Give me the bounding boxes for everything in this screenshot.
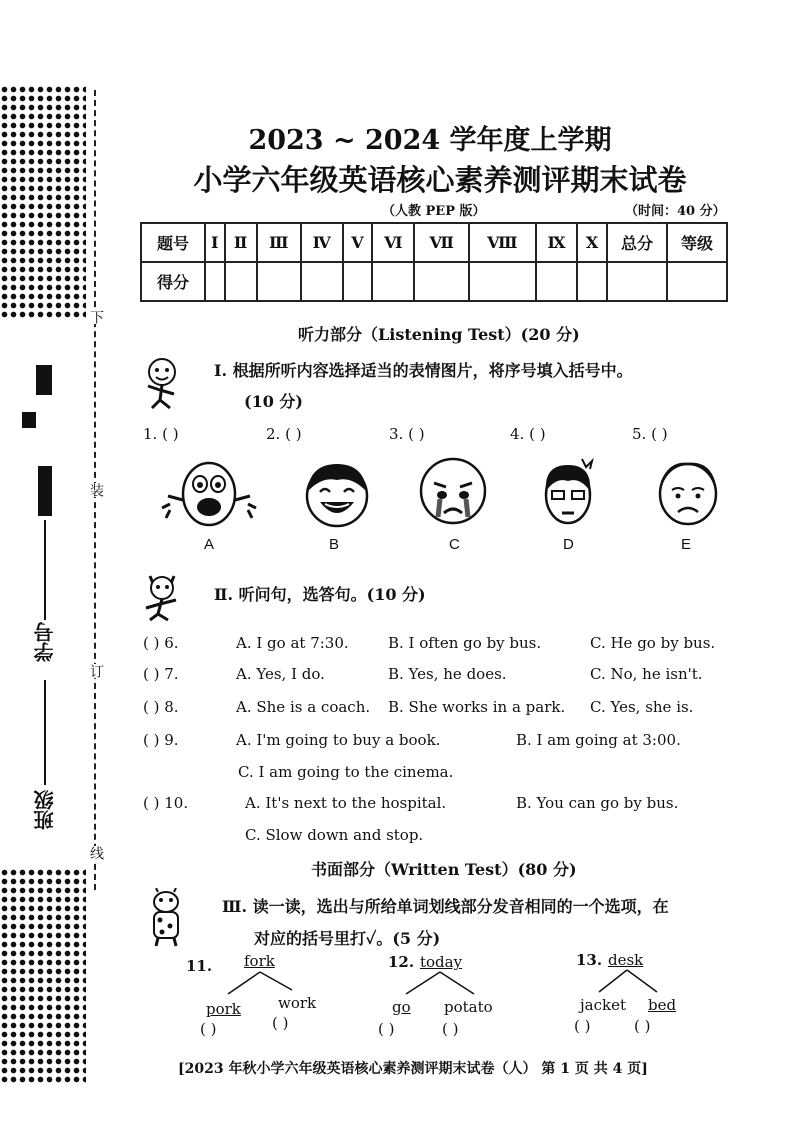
face-label-b: B <box>329 536 340 553</box>
written-heading: 书面部分（Written Test）(80 分) <box>311 860 577 879</box>
scan-mark <box>22 412 36 428</box>
q13-blank-1[interactable]: ( ) <box>574 1017 591 1035</box>
laughing-face-icon <box>292 458 382 528</box>
q9-option-b: B. I am going at 3:00. <box>516 731 681 749</box>
cat-cartoon-icon <box>140 570 186 622</box>
answer-blank-4[interactable]: 4. ( ) <box>510 425 546 443</box>
part2-title: Ⅱ. 听问句，选答句。(10 分) <box>214 585 426 604</box>
score-cell: Ⅷ <box>469 223 536 262</box>
binding-char-zhuang: 装 <box>88 483 104 497</box>
score-table-row-score <box>141 262 727 301</box>
title-line-2: 小学六年级英语核心素养测评期末试卷 <box>193 163 687 197</box>
q6-number[interactable]: ( ) 6. <box>143 634 179 652</box>
q9-option-a: A. I'm going to buy a book. <box>236 731 441 749</box>
q13-option-1: jacket <box>580 996 626 1014</box>
q10-option-a: A. It's next to the hospital. <box>245 794 447 812</box>
time-label: （时间：40 分） <box>625 204 726 219</box>
dotted-border-bottom <box>0 868 86 1083</box>
title-line-1: 2023 ~ 2024 学年度上学期 <box>248 125 612 156</box>
score-cell: Ⅲ <box>257 223 301 262</box>
score-label: 得分 <box>141 262 205 301</box>
score-input-cell[interactable] <box>577 262 607 301</box>
xuehao-label: 学号 <box>33 622 57 662</box>
score-input-cell[interactable] <box>225 262 257 301</box>
q6-option-c: C. He go by bus. <box>590 634 716 652</box>
answer-blank-1[interactable]: 1. ( ) <box>143 425 179 443</box>
q8-option-c: C. Yes, she is. <box>590 698 694 716</box>
q13-blank-2[interactable]: ( ) <box>634 1017 651 1035</box>
scan-mark <box>38 466 52 516</box>
score-cell: 题号 <box>141 223 205 262</box>
score-cell: Ⅱ <box>225 223 257 262</box>
q12-word: today <box>420 953 463 971</box>
score-input-cell[interactable] <box>205 262 225 301</box>
q13-branch-lines <box>585 968 675 996</box>
score-cell: Ⅸ <box>536 223 577 262</box>
q13-number: 13. <box>576 951 603 969</box>
q7-option-a: A. Yes, I do. <box>236 665 325 683</box>
q6-option-b: B. I often go by bus. <box>388 634 542 652</box>
q12-number: 12. <box>388 953 415 971</box>
q7-option-b: B. Yes, he does. <box>388 665 507 683</box>
score-table-row-header <box>141 223 727 262</box>
score-input-cell[interactable] <box>536 262 577 301</box>
score-input-cell[interactable] <box>469 262 536 301</box>
q6-option-a: A. I go at 7:30. <box>236 634 349 652</box>
q9-option-c: C. I am going to the cinema. <box>238 763 454 781</box>
q7-number[interactable]: ( ) 7. <box>143 665 179 683</box>
score-cell: 等级 <box>667 223 727 262</box>
q12-blank-1[interactable]: ( ) <box>378 1020 395 1038</box>
score-cell: 总分 <box>607 223 667 262</box>
xuehao-line <box>44 520 46 620</box>
score-cell: Ⅶ <box>414 223 469 262</box>
q12-branch-lines <box>400 970 490 998</box>
q11-number: 11. <box>186 957 213 975</box>
angry-face-icon <box>538 455 598 527</box>
face-label-e: E <box>681 536 692 553</box>
face-label-c: C <box>449 536 460 553</box>
score-input-cell[interactable] <box>343 262 373 301</box>
q11-option-2: work <box>278 994 317 1012</box>
scan-mark <box>36 365 52 395</box>
binding-char-xia: 下 <box>88 310 104 324</box>
q7-option-c: C. No, he isn't. <box>590 665 703 683</box>
q9-number[interactable]: ( ) 9. <box>143 731 179 749</box>
score-cell: Ⅹ <box>577 223 607 262</box>
banji-label: 班级 <box>33 790 57 830</box>
score-cell: Ⅰ <box>205 223 225 262</box>
q10-option-c: C. Slow down and stop. <box>245 826 424 844</box>
q12-blank-2[interactable]: ( ) <box>442 1020 459 1038</box>
binding-char-xian: 线 <box>88 846 104 860</box>
binding-char-ding: 订 <box>88 664 104 678</box>
q10-number[interactable]: ( ) 10. <box>143 794 189 812</box>
edition-label: （人教 PEP 版） <box>382 204 486 219</box>
part1-title: Ⅰ. 根据所听内容选择适当的表情图片，将序号填入括号中。 <box>214 361 633 380</box>
part3-title-line1: Ⅲ. 读一读，选出与所给单词划线部分发音相同的一个选项，在 <box>222 897 669 916</box>
q8-option-b: B. She works in a park. <box>388 698 566 716</box>
dotted-border-top <box>0 85 86 320</box>
sad-face-icon <box>650 458 726 526</box>
face-label-d: D <box>563 536 574 553</box>
page-footer: [2023 年秋小学六年级英语核心素养测评期末试卷（人） 第 1 页 共 4 页] <box>178 1061 648 1077</box>
q10-option-b: B. You can go by bus. <box>516 794 679 812</box>
crying-face-icon <box>412 455 494 527</box>
part3-title-line2: 对应的括号里打✓。(5 分) <box>254 929 441 948</box>
q11-blank-2[interactable]: ( ) <box>272 1014 289 1032</box>
score-input-cell[interactable] <box>257 262 301 301</box>
q11-blank-1[interactable]: ( ) <box>200 1020 217 1038</box>
q13-option-2: bed <box>648 996 677 1014</box>
score-input-cell[interactable] <box>607 262 667 301</box>
score-input-cell[interactable] <box>414 262 469 301</box>
banji-line <box>44 680 46 785</box>
giraffe-cartoon-icon <box>144 888 188 948</box>
q8-number[interactable]: ( ) 8. <box>143 698 179 716</box>
scared-face-icon <box>158 460 260 528</box>
q12-option-2: potato <box>444 998 493 1016</box>
q11-word: fork <box>244 952 275 970</box>
part1-points: (10 分) <box>244 392 303 411</box>
face-label-a: A <box>204 536 215 553</box>
q11-option-1: pork <box>206 1000 241 1018</box>
answer-blank-2[interactable]: 2. ( ) <box>266 425 302 443</box>
monkey-cartoon-icon <box>140 356 184 412</box>
answer-blank-3[interactable]: 3. ( ) <box>389 425 425 443</box>
q13-word: desk <box>608 951 644 969</box>
q12-option-1: go <box>392 998 411 1016</box>
score-input-cell[interactable] <box>667 262 727 301</box>
score-input-cell[interactable] <box>372 262 414 301</box>
answer-blank-5[interactable]: 5. ( ) <box>632 425 668 443</box>
score-cell: Ⅳ <box>301 223 343 262</box>
score-input-cell[interactable] <box>301 262 343 301</box>
score-table <box>140 222 728 302</box>
score-cell: Ⅴ <box>343 223 373 262</box>
score-cell: Ⅵ <box>372 223 414 262</box>
listening-heading: 听力部分（Listening Test）(20 分) <box>298 325 580 344</box>
q8-option-a: A. She is a coach. <box>236 698 371 716</box>
